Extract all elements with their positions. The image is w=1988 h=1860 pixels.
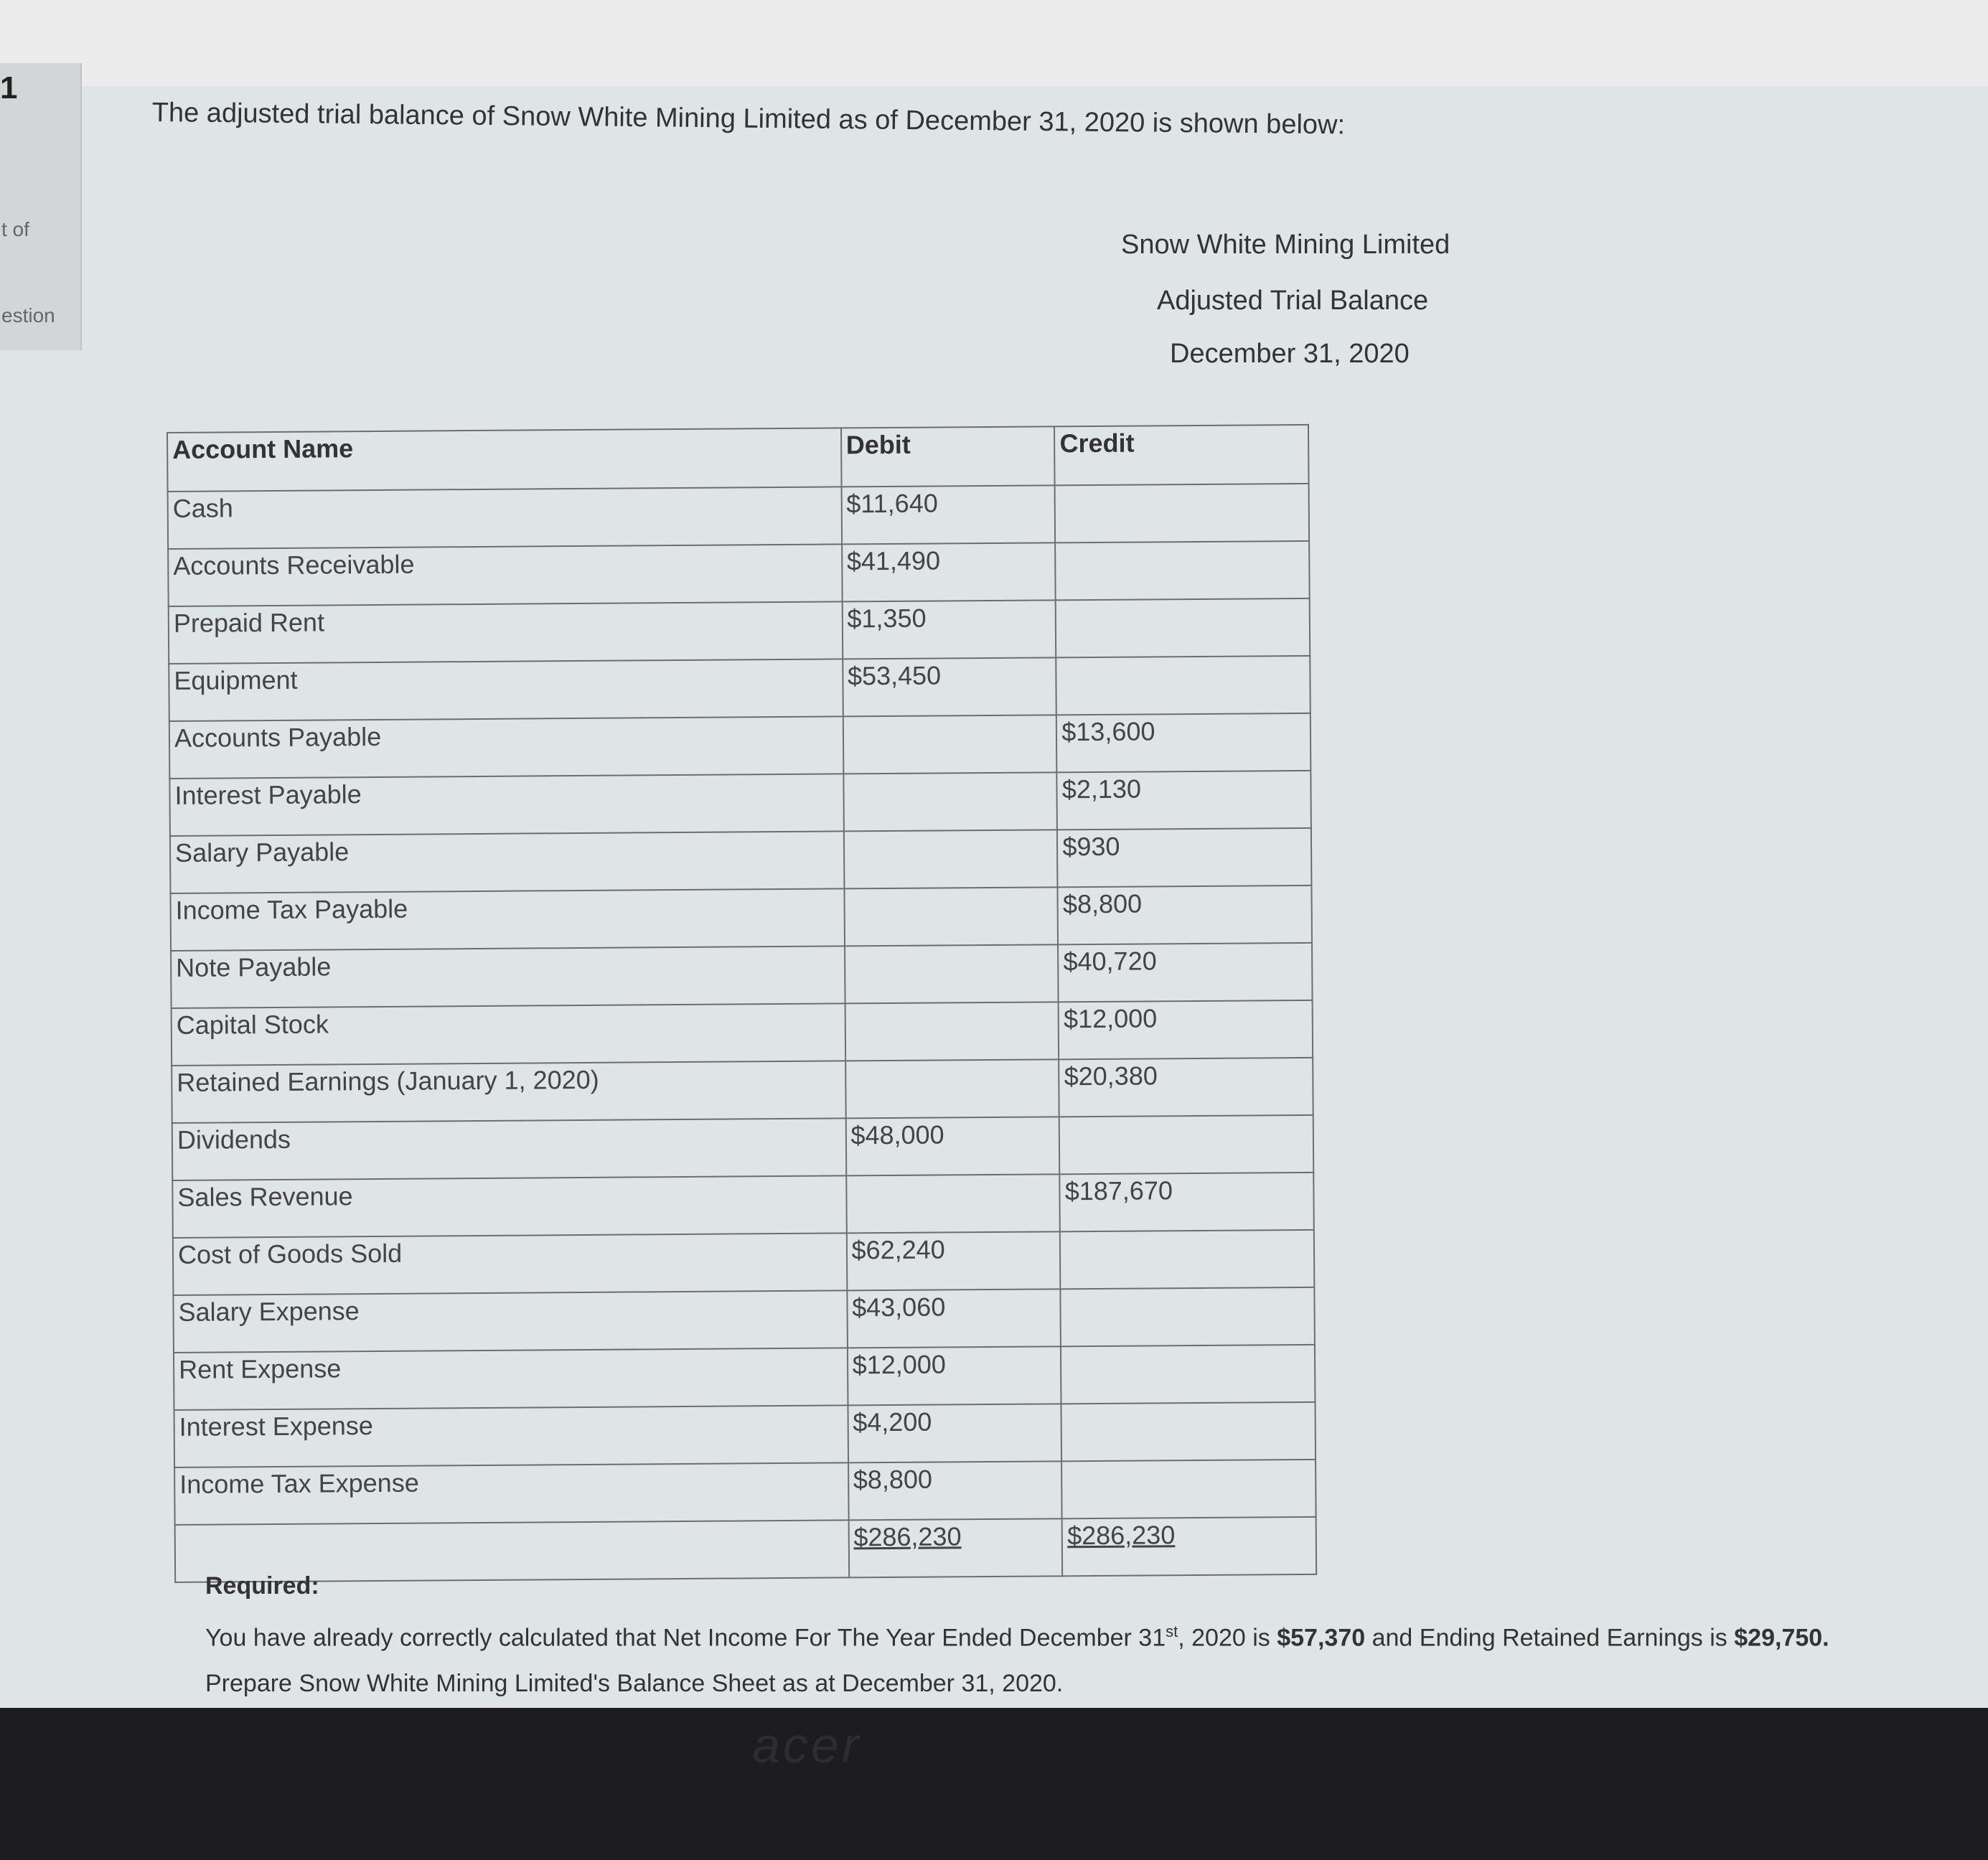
debit-cell [843,772,1057,831]
table-row [168,541,1310,606]
account-name-cell: Interest Expense [174,1405,848,1467]
table-row [169,656,1311,721]
account-name-cell: Accounts Payable [169,716,843,779]
total-credit-cell: $286,230 [1062,1517,1316,1576]
credit-cell [1061,1460,1316,1518]
table-row [172,1000,1313,1066]
table-row [172,1058,1313,1123]
top-strip [0,0,1988,86]
credit-cell: $187,670 [1060,1173,1314,1231]
table-row [173,1287,1315,1353]
account-name-cell: Salary Payable [170,831,844,893]
required-text-b: , 2020 is [1178,1624,1277,1652]
debit-cell: $53,450 [843,657,1056,716]
table-row [174,1460,1316,1525]
debit-cell: $48,000 [845,1117,1059,1175]
table-row [169,771,1311,836]
table-row [174,1345,1316,1410]
table-row [168,484,1310,549]
table-row [171,943,1313,1008]
account-name-cell: Note Payable [171,946,845,1008]
required-section [205,1563,1829,1706]
required-superscript: st [1166,1622,1178,1640]
required-line-2: Prepare Snow White Mining Limited's Balance Sheet as at December 31, 2020. [205,1670,1064,1698]
credit-cell: $12,000 [1059,1000,1313,1059]
debit-cell [845,1002,1059,1061]
monitor-brand-logo: acer [752,1717,862,1773]
account-name-cell: Capital Stock [172,1003,845,1066]
credit-cell: $8,800 [1058,886,1312,944]
net-income-value: $57,370 [1277,1624,1366,1652]
debit-cell [845,1059,1059,1118]
account-name-cell: Accounts Receivable [168,544,842,606]
account-name-cell: Salary Expense [173,1290,847,1353]
question-number[interactable]: 1 [0,70,18,105]
credit-cell [1055,541,1309,600]
debit-cell: $1,350 [842,600,1056,659]
required-line-1 [205,1609,1829,1661]
header-account-name: Account Name [167,428,841,492]
credit-cell [1059,1115,1313,1174]
debit-cell: $43,060 [847,1289,1061,1348]
debit-cell [844,887,1058,946]
credit-cell [1060,1230,1314,1289]
ending-re-value: $29,750. [1734,1624,1829,1652]
sidebar-text-1: t of [1,218,29,240]
intro-text: The adjusted trial balance of Snow White Mining Limited as of December 31, 2020 is shown below: [151,98,1346,141]
table-row [174,1402,1316,1467]
debit-cell [845,944,1059,1003]
required-text-a: You have already correctly calculated that Net Income For The Year Ended December 31 [205,1624,1166,1652]
header-credit: Credit [1054,425,1308,485]
account-name-cell: Retained Earnings (January 1, 2020) [172,1061,845,1123]
table-header-row [167,425,1309,492]
debit-cell: $41,490 [842,542,1056,601]
credit-cell [1056,598,1310,657]
credit-cell [1056,656,1311,715]
account-name-cell: Rent Expense [174,1348,848,1410]
debit-cell: $62,240 [846,1231,1060,1290]
table-row [172,1115,1314,1180]
account-name-cell: Interest Payable [169,774,843,836]
credit-cell: $930 [1057,828,1311,887]
debit-cell: $8,800 [848,1461,1062,1520]
account-name-cell: Income Tax Expense [174,1462,848,1525]
account-name-cell: Sales Revenue [172,1175,846,1238]
credit-cell: $2,130 [1057,771,1311,830]
required-label: Required: [205,1572,319,1600]
header-debit: Debit [841,426,1055,487]
debit-cell [846,1174,1060,1233]
table-row [172,1173,1314,1238]
debit-cell [844,830,1058,888]
table-row [169,598,1311,664]
debit-cell [843,715,1056,774]
account-name-cell: Income Tax Payable [170,888,844,951]
statement-title: Adjusted Trial Balance [1157,286,1429,316]
account-name-cell: Dividends [172,1118,846,1180]
credit-cell: $40,720 [1058,943,1312,1002]
table-row [173,1230,1315,1295]
total-debit-cell: $286,230 [848,1518,1062,1577]
credit-cell: $13,600 [1056,713,1311,772]
sidebar-text-2: estion [1,304,55,327]
debit-cell: $11,640 [841,485,1055,544]
required-text-c: and Ending Retained Earnings is [1365,1624,1735,1652]
credit-cell [1055,484,1309,542]
company-name: Snow White Mining Limited [1121,230,1450,260]
account-name-cell: Equipment [169,659,843,721]
debit-cell: $12,000 [848,1346,1061,1405]
table-row [170,828,1312,893]
credit-cell [1061,1345,1315,1404]
debit-cell: $4,200 [848,1404,1061,1462]
credit-cell [1061,1287,1315,1346]
table-row [170,886,1312,951]
trial-balance-table [167,424,1317,1583]
credit-cell: $20,380 [1059,1058,1313,1117]
table-row [169,713,1311,779]
account-name-cell: Cost of Goods Sold [173,1233,847,1295]
credit-cell [1061,1402,1316,1461]
account-name-cell: Prepaid Rent [169,601,843,664]
account-name-cell: Cash [168,487,842,549]
statement-date: December 31, 2020 [1170,339,1410,369]
